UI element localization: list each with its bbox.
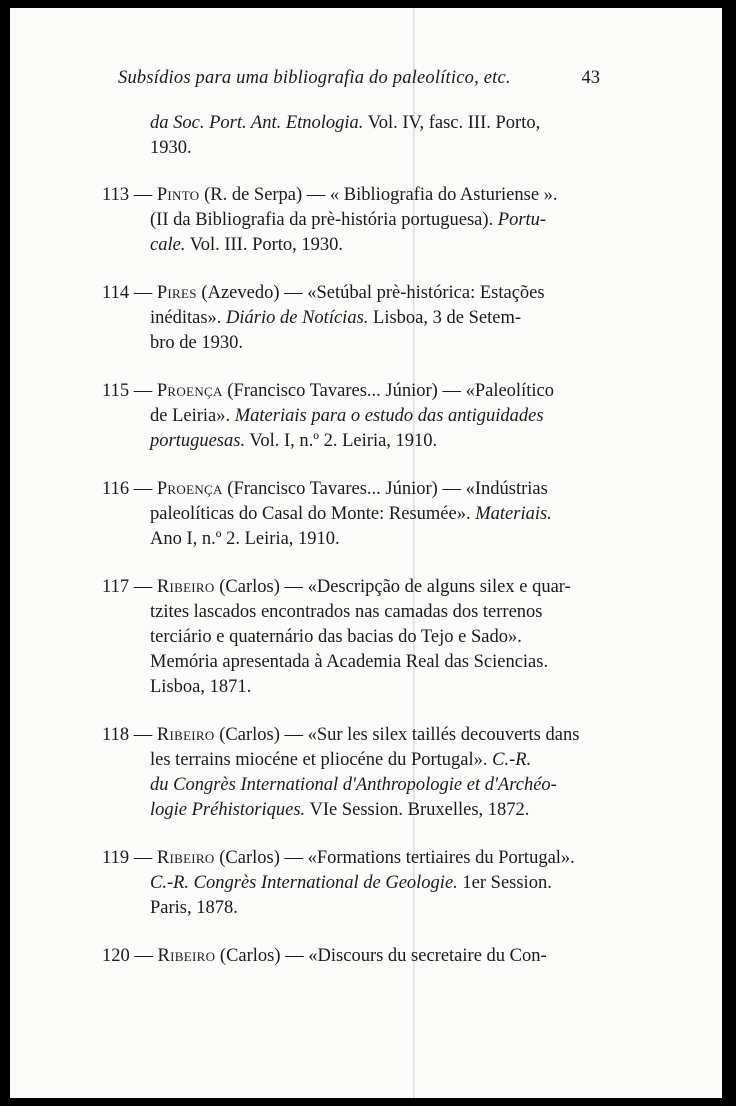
text-line: 114 — Pires (Azevedo) — «Setúbal prè-histórica: Estações: [102, 283, 545, 303]
bibliography-entry: [102, 944, 589, 969]
entry-author: Proença: [156, 479, 223, 499]
text-line: paleolíticas do Casal do Monte: Resumée». Materiais.: [150, 504, 552, 524]
bibliography-entry: [102, 379, 589, 454]
entry-number: 113: [102, 185, 130, 205]
entry-author: Pinto: [156, 185, 200, 205]
bibliography-list: [102, 111, 589, 969]
running-header: [118, 68, 600, 98]
running-title: Subsídios para uma bibliografia do paleolítico, etc.: [118, 68, 511, 88]
entry-author: Proença: [156, 381, 223, 401]
text-line: du Congrès International d'Anthropologie et d'Archéo-: [150, 775, 557, 795]
text-line: 113 — Pinto (R. de Serpa) — « Bibliografia do Asturiense ».: [102, 185, 558, 205]
entry-number: 119: [102, 848, 130, 868]
bibliography-entry: [102, 723, 589, 823]
text-line: 116 — Proença (Francisco Tavares... Júnior) — «Indústrias: [102, 479, 548, 499]
text-line: Ano I, n.º 2. Leiria, 1910.: [150, 529, 340, 549]
entry-number: 118: [102, 725, 130, 745]
entry-number: 120: [102, 946, 130, 966]
entry-continuation: [102, 111, 589, 161]
text-line: de Leiria». Materiais para o estudo das antiguidades: [150, 406, 544, 426]
text-line: logie Préhistoriques. VIe Session. Bruxelles, 1872.: [150, 800, 530, 820]
text-line: 120 — Ribeiro (Carlos) — «Discours du secretaire du Con-: [102, 946, 547, 966]
bibliography-entry: [102, 575, 589, 700]
entry-author: Ribeiro: [157, 946, 216, 966]
text-line: Lisboa, 1871.: [150, 677, 252, 697]
text-line: 119 — Ribeiro (Carlos) — «Formations tertiaires du Portugal».: [102, 848, 575, 868]
text-line: Paris, 1878.: [150, 898, 238, 918]
text-line: C.-R. Congrès International de Geologie. 1er Session.: [150, 873, 552, 893]
text-line: 117 — Ribeiro (Carlos) — «Descripção de alguns silex e quar-: [102, 577, 571, 597]
text-line: bro de 1930.: [150, 333, 243, 353]
text-line: tzites lascados encontrados nas camadas dos terrenos: [150, 602, 543, 622]
text-line: 118 — Ribeiro (Carlos) — «Sur les silex taillés decouverts dans: [102, 725, 580, 745]
text-line: les terrains miocéne et pliocéne du Portugal». C.-R.: [150, 750, 532, 770]
text-line: terciário e quaternário das bacias do Tejo e Sado».: [150, 627, 522, 647]
text-line: portuguesas. Vol. I, n.º 2. Leiria, 1910.: [150, 431, 438, 451]
entry-number: 117: [102, 577, 130, 597]
bibliography-entry: [102, 846, 589, 921]
bibliography-entry: [102, 183, 589, 258]
bibliography-entry: [102, 281, 589, 356]
text-line: 1930.: [150, 138, 192, 158]
entry-author: Ribeiro: [156, 577, 215, 597]
page-number: 43: [581, 68, 600, 88]
text-line: Memória apresentada à Academia Real das Sciencias.: [150, 652, 549, 672]
entry-author: Pires: [156, 283, 197, 303]
entry-number: 116: [102, 479, 130, 499]
text-line: inéditas». Diário de Notícias. Lisboa, 3 de Setem-: [150, 308, 521, 328]
entry-number: 114: [102, 283, 130, 303]
text-line: 115 — Proença (Francisco Tavares... Júnior) — «Paleolítico: [102, 381, 554, 401]
scanned-page: [10, 8, 722, 1098]
entry-author: Ribeiro: [156, 725, 215, 745]
text-line: cale. Vol. III. Porto, 1930.: [150, 235, 344, 255]
text-line: (II da Bibliografia da prè-história portuguesa). Portu-: [150, 210, 547, 230]
entry-author: Ribeiro: [156, 848, 215, 868]
bibliography-entry: [102, 477, 589, 552]
text-line: da Soc. Port. Ant. Etnologia. Vol. IV, fasc. III. Porto,: [150, 113, 541, 133]
entry-number: 115: [102, 381, 130, 401]
